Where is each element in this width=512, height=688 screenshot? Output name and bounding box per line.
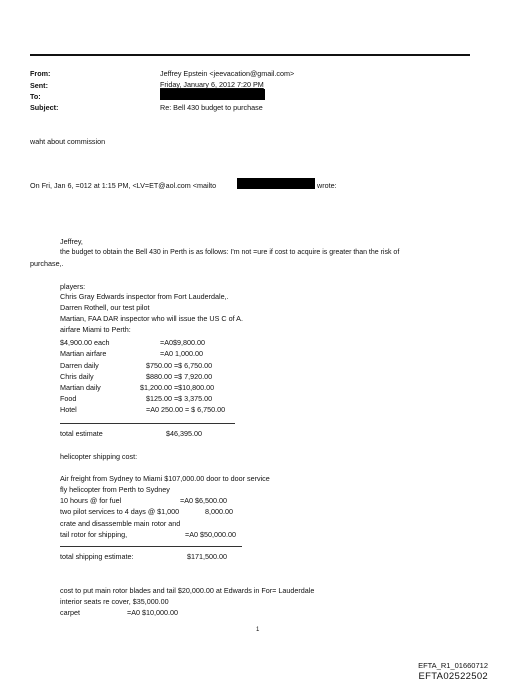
players-heading: players:	[60, 282, 86, 291]
sent-value: Friday, January 6, 2012 7:20 PM	[160, 80, 264, 89]
crate-line: tail rotor for shipping,	[60, 530, 128, 539]
fuel-value: =A0 $6,500.00	[180, 496, 227, 505]
interior-line: interior seats re cover, $35,000.00	[60, 597, 169, 606]
total-value: $46,395.00	[166, 429, 202, 438]
carpet-value: =A0 $10,000.00	[127, 608, 178, 617]
cost-value: =A0$9,800.00	[160, 338, 205, 347]
header-rule	[30, 54, 470, 56]
player-line: Martian, FAA DAR inspector who will issue the US C of A.	[60, 314, 243, 323]
shipping-line: Air freight from Sydney to Miami $107,000.00 door to door service	[60, 474, 270, 483]
sent-label: Sent:	[30, 81, 48, 90]
email-redaction	[237, 178, 315, 189]
reply-line: waht about commission	[30, 137, 106, 146]
rotor-line: cost to put main rotor blades and tail $20,000.00 at Edwards in For= Lauderdale	[60, 586, 315, 595]
player-line: Chris Gray Edwards inspector from Fort Lauderdale,.	[60, 292, 229, 301]
footer-ref-2: EFTA02522502	[418, 671, 488, 682]
page-number: 1	[256, 627, 260, 633]
crate-value: =A0 $50,000.00	[185, 530, 236, 539]
intro-line-1: the budget to obtain the Bell 430 in Perth is as follows: I'm not =ure if cost to acquire is greater than the risk of	[60, 249, 400, 256]
pilot-value: 8,000.00	[205, 507, 233, 516]
cost-value: $1,200.00 =$10,800.00	[140, 383, 215, 392]
quote-suffix: wrote:	[317, 181, 337, 190]
player-line: Darren Rothell, our test pilot	[60, 303, 150, 312]
cost-label: Chris daily	[60, 372, 94, 381]
carpet-label: carpet	[60, 608, 80, 617]
subject-label: Subject:	[30, 103, 59, 112]
greeting: Jeffrey,	[60, 237, 83, 246]
cost-label: $4,900.00 each	[60, 338, 110, 347]
cost-label: Food	[60, 394, 77, 403]
cost-value: =A0 250.00 = $ 6,750.00	[146, 405, 226, 414]
shipping-total-label: total shipping estimate:	[60, 552, 134, 561]
intro-line-2: purchase,.	[30, 259, 64, 268]
cost-label: Hotel	[60, 405, 77, 414]
cost-value: $880.00 =$ 7,920.00	[146, 372, 213, 381]
footer-ref-1: EFTA_R1_01660712	[418, 661, 488, 670]
to-redaction	[160, 89, 265, 100]
quote-prefix: On Fri, Jan 6, =012 at 1:15 PM, <LV=ET@aol.com <mailto	[30, 181, 217, 190]
cost-value: $125.00 =$ 3,375.00	[146, 394, 213, 403]
cost-label: Darren daily	[60, 361, 99, 370]
from-value: Jeffrey Epstein <jeevacation@gmail.com>	[160, 69, 295, 78]
separator-line	[60, 546, 242, 547]
from-label: From:	[30, 69, 51, 78]
cost-label: Martian daily	[60, 383, 101, 392]
subject-value: Re: Bell 430 budget to purchase	[160, 103, 263, 112]
cost-label: Martian airfare	[60, 349, 107, 358]
fuel-label: 10 hours @ for fuel	[60, 496, 122, 505]
shipping-heading: helicopter shipping cost:	[60, 452, 138, 461]
total-label: total estimate	[60, 429, 103, 438]
pilot-label: two pilot services to 4 days @ $1,000	[60, 507, 180, 516]
cost-value: $750.00 =$ 6,750.00	[146, 361, 213, 370]
shipping-line: fly helicopter from Perth to Sydney	[60, 485, 170, 494]
shipping-total-value: $171,500.00	[187, 552, 227, 561]
player-line: airfare Miami to Perth:	[60, 325, 131, 334]
to-label: To:	[30, 92, 41, 101]
cost-value: =A0 1,000.00	[160, 349, 203, 358]
separator-line	[60, 423, 235, 424]
crate-line: crate and disassemble main rotor and	[60, 519, 181, 528]
